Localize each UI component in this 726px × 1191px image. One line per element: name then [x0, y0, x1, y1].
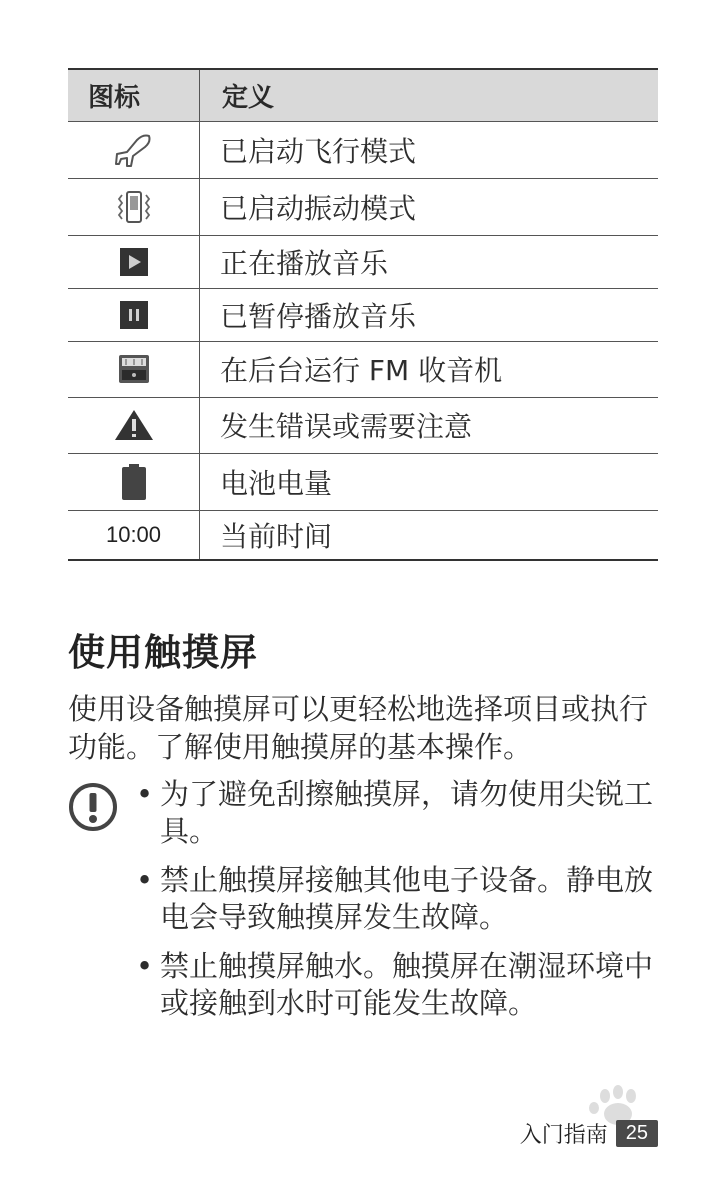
time-text: 10:00: [105, 521, 162, 547]
table-row: [68, 288, 658, 341]
definition-cell: 在后台运行 FM 收音机: [220, 354, 503, 387]
list-item: [134, 776, 654, 850]
fm-radio-icon: [118, 354, 150, 384]
definition-cell: 已启动振动模式: [220, 191, 417, 225]
definition-cell: 正在播放音乐: [220, 246, 389, 280]
table-row: [68, 178, 658, 235]
table-row: [68, 510, 658, 560]
list-item: [134, 862, 654, 936]
bullet: •: [136, 949, 154, 983]
note-text: 禁止触摸屏接触其他电子设备。静电放电会导致触摸屏发生故障。: [160, 863, 654, 934]
airplane-icon: [113, 132, 155, 168]
notes-list: [134, 776, 654, 1034]
pause-icon: [119, 300, 149, 330]
caution-icon: [68, 782, 118, 832]
bullet: •: [136, 863, 154, 897]
icon-definition-table: [68, 68, 658, 561]
table-header-row: [68, 69, 658, 121]
battery-icon: [119, 463, 149, 501]
note-text: 为了避免刮擦触摸屏，请勿使用尖锐工具。: [160, 777, 654, 848]
table-row: [68, 121, 658, 178]
warning-icon: [113, 408, 155, 442]
definition-cell: 发生错误或需要注意: [220, 410, 473, 443]
definition-cell: 电池电量: [220, 466, 333, 500]
header-definition-column: 定义: [222, 82, 275, 113]
header-icon-column: 图标: [68, 69, 200, 121]
page-number: 25: [616, 1120, 658, 1147]
play-icon: [119, 247, 149, 277]
list-item: [134, 948, 654, 1022]
page-footer: [520, 1118, 658, 1149]
definition-cell: 已启动飞行模式: [220, 134, 417, 168]
section-title: 使用触摸屏: [68, 631, 258, 674]
table-row: [68, 235, 658, 288]
vibration-icon: [113, 189, 155, 225]
table-row: [68, 341, 658, 397]
footer-section-label: 入门指南: [519, 1123, 608, 1148]
intro-paragraph: 使用设备触摸屏可以更轻松地选择项目或执行功能。了解使用触摸屏的基本操作。: [68, 692, 649, 764]
definition-cell: 当前时间: [220, 519, 333, 553]
note-text: 禁止触摸屏触水。触摸屏在潮湿环境中或接触到水时可能发生故障。: [160, 949, 654, 1020]
table-row: [68, 397, 658, 453]
table-row: [68, 453, 658, 510]
definition-cell: 已暂停播放音乐: [220, 299, 417, 333]
bullet: •: [136, 777, 154, 811]
